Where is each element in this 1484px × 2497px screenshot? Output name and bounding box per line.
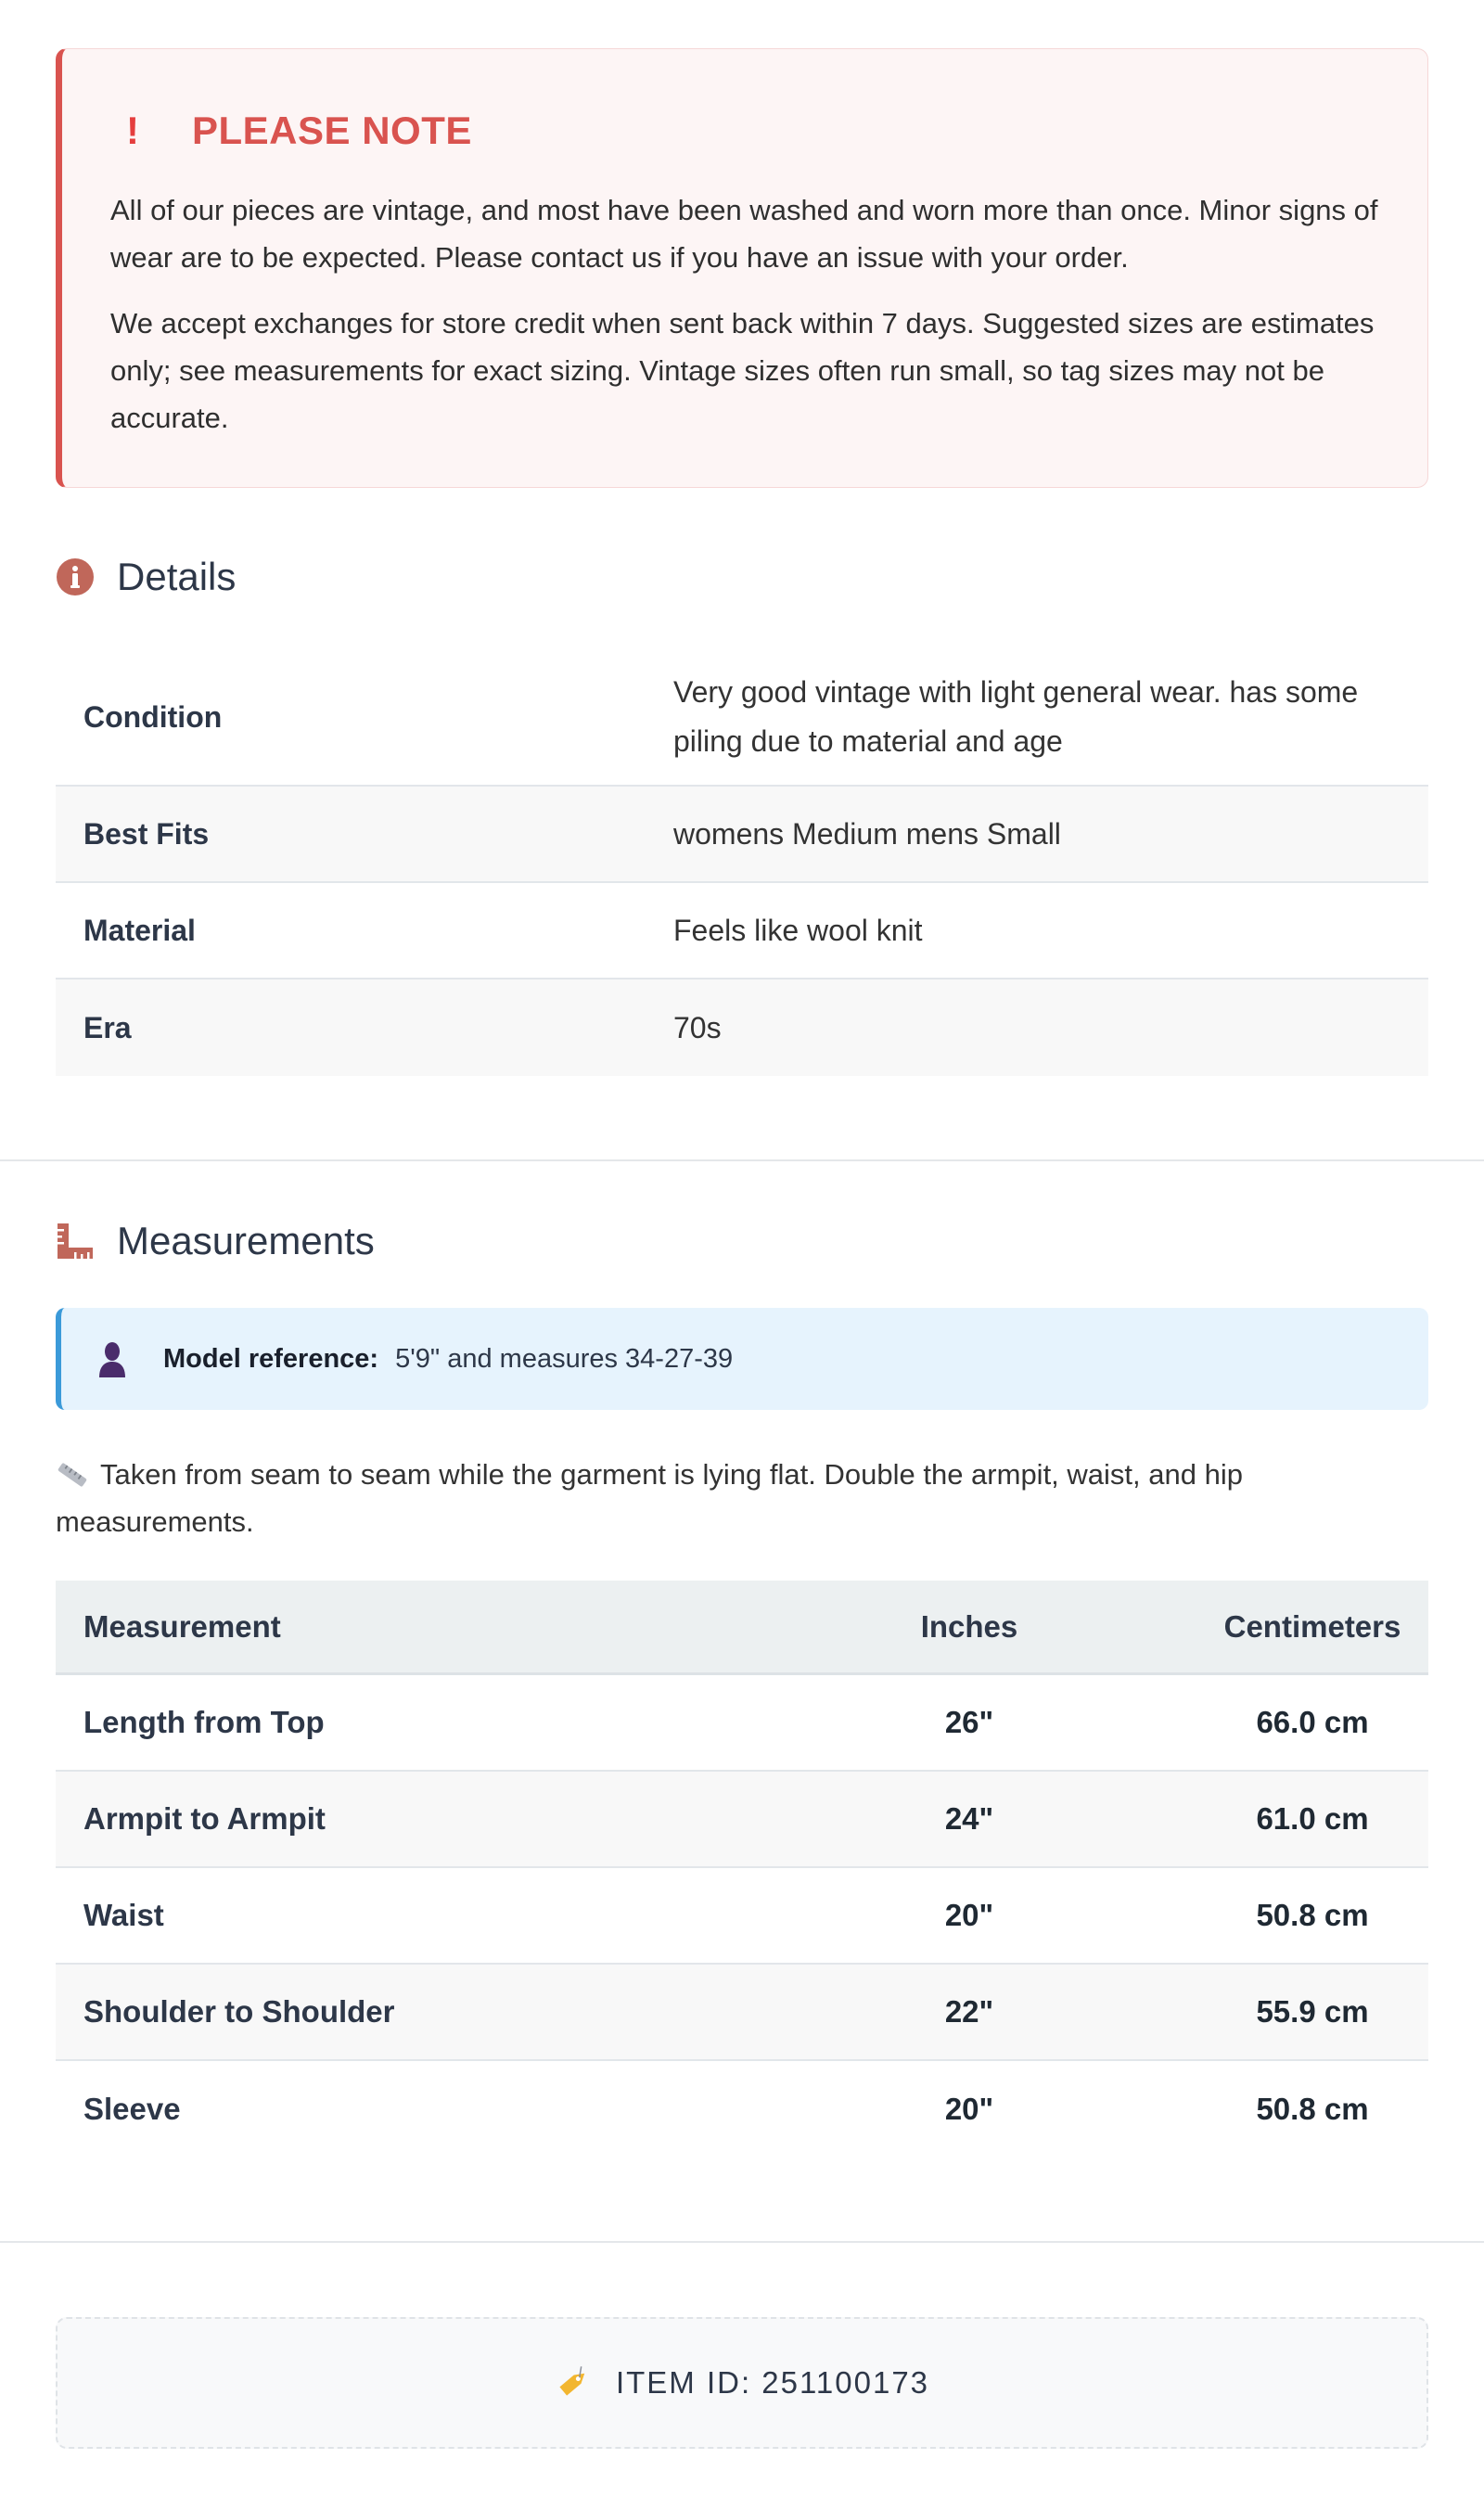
item-id-text: ITEM ID: 251100173 [615,2365,930,2400]
measurement-inches: 26" [944,1705,994,1739]
notice-paragraph: All of our pieces are vintage, and most have been washed and worn more than once. Minor signs of wear are to be expected. Please contact us if you have an issue with your order. [110,194,1378,274]
details-key: Era [83,1010,132,1044]
table-row [56,1675,1428,1772]
measurement-cm: 55.9 cm [1256,1994,1369,2029]
measurement-name: Armpit to Armpit [83,1801,326,1836]
measurements-heading [56,1213,375,1269]
details-key: Condition [83,699,223,734]
measurements-title: Measurements [117,1219,375,1262]
item-id-box [56,2317,1428,2449]
exclamation-icon: ! [126,109,139,152]
model-reference-label: Model reference: [163,1343,379,1374]
person-icon [96,1340,128,1377]
notice-paragraph: We accept exchanges for store credit when sent back within 7 days. Suggested sizes are estimates only; see measurements for exact sizing. Vintage sizes often run small, so tag sizes may not be accurate. [110,307,1375,434]
details-key: Material [83,913,196,947]
details-value: womens Medium mens Small [673,816,1061,851]
notice-box [56,48,1428,488]
section-divider [0,2241,1484,2243]
model-reference-value: 5'9" and measures 34-27-39 [395,1343,734,1374]
details-value: 70s [673,1010,722,1044]
details-title: Details [117,555,237,598]
measurement-note [56,1451,1391,1545]
measurement-name: Waist [83,1898,164,1932]
details-heading [56,549,236,605]
measurement-name: Sleeve [83,2092,181,2126]
measurement-name: Shoulder to Shoulder [83,1994,395,2029]
table-row [56,883,1428,980]
table-row [56,649,1428,787]
table-row [56,2061,1428,2158]
column-header-inches: Inches [920,1608,1018,1644]
details-table [56,649,1428,1076]
ruler-small-icon [56,1462,89,1488]
notice-title: PLEASE NOTE [192,109,472,152]
measurement-note-text: Taken from seam to seam while the garment is lying flat. Double the armpit, waist, and hip measurements. [56,1458,1243,1538]
details-value: Feels like wool knit [673,913,923,947]
measurement-inches: 20" [944,2092,994,2126]
details-value: Very good vintage with light general wear. has some piling due to material and age [673,675,1359,758]
table-row [56,1965,1428,2061]
measurement-name: Length from Top [83,1705,325,1739]
measurement-cm: 50.8 cm [1256,1898,1369,1932]
table-row [56,787,1428,883]
model-reference [56,1308,1428,1410]
notice-header [110,105,1381,157]
measurement-inches: 20" [944,1898,994,1932]
measurement-inches: 24" [944,1801,994,1836]
section-divider [0,1159,1484,1161]
details-key: Best Fits [83,816,210,851]
table-row [56,1772,1428,1868]
measurement-cm: 66.0 cm [1256,1705,1369,1739]
measurement-cm: 50.8 cm [1256,2092,1369,2126]
info-icon [56,557,95,596]
table-header-row [56,1581,1428,1675]
measurement-inches: 22" [944,1994,994,2029]
measurement-cm: 61.0 cm [1256,1801,1369,1836]
table-row [56,980,1428,1076]
tag-icon [555,2364,592,2401]
table-row [56,1868,1428,1965]
column-header-centimeters: Centimeters [1223,1608,1401,1644]
column-header-measurement: Measurement [83,1608,281,1644]
ruler-icon [56,1222,95,1261]
measurements-table [56,1581,1428,2158]
